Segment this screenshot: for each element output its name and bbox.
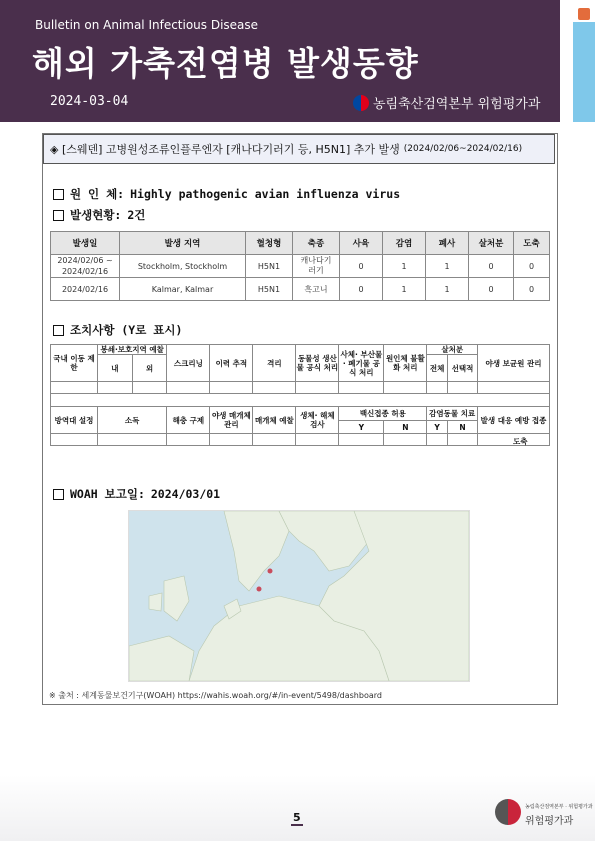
measure-inactivation: 원인체 불활화 처리	[384, 345, 427, 382]
bookmark-icon	[578, 8, 590, 20]
measure-zone-in: 내	[98, 355, 133, 382]
measure-zoning: 방역대 설정	[51, 407, 98, 434]
status-section	[53, 207, 145, 223]
footer-logo-icon	[495, 799, 521, 825]
measure-value	[210, 382, 253, 394]
measure-culling-selective: 선택적	[447, 355, 477, 382]
col-header: 도축	[514, 232, 550, 255]
measure-value	[167, 382, 210, 394]
measure-value	[427, 382, 448, 394]
government-emblem-icon	[353, 95, 369, 111]
cell-slaughtered: 0	[514, 278, 550, 301]
cell-date: 2024/02/16	[51, 278, 120, 301]
cell-susceptible: 0	[340, 278, 383, 301]
status-label: 발생현황:	[70, 208, 122, 222]
col-header: 혈청형	[246, 232, 293, 255]
header-separator	[560, 0, 573, 122]
measure-value	[447, 434, 477, 446]
organization	[353, 93, 540, 112]
cell-cases: 1	[383, 255, 426, 278]
cell-culled: 0	[469, 255, 514, 278]
treatment-y: Y	[427, 421, 448, 434]
page-number: 5	[293, 811, 301, 824]
agent-section	[53, 186, 400, 202]
measure-official-disposal: 동물성 생산물 공식 처리	[296, 345, 339, 382]
status-value: 2건	[127, 208, 146, 222]
measure-value	[427, 434, 448, 446]
cell-date: 2024/02/06 ~ 2024/02/16	[51, 255, 120, 278]
outbreak-table	[50, 231, 550, 301]
checkbox-icon	[53, 325, 64, 336]
measure-value	[167, 434, 210, 446]
measures-section	[53, 322, 182, 338]
measure-wild-vector: 야생 매개체 관리	[210, 407, 253, 434]
measure-screening: 스크리닝	[167, 345, 210, 382]
cell-region: Stockholm, Stockholm	[120, 255, 246, 278]
measure-value	[210, 434, 253, 446]
source-note: ※ 출처 : 세계동물보건기구(WOAH) https://wahis.woah.org/#/in-event/5498/dashboard	[49, 691, 382, 700]
woah-date: 2024/03/01	[150, 487, 221, 501]
col-header: 발생일	[51, 232, 120, 255]
checkbox-icon	[53, 489, 64, 500]
measure-zone-surveillance: 봉쇄·보호지역 예찰	[98, 345, 167, 355]
measures-label: 조치사항 (Y로 표시)	[70, 323, 183, 337]
cell-serotype: H5N1	[246, 278, 293, 301]
measure-culling: 살처분	[427, 345, 478, 355]
col-header: 사육	[340, 232, 383, 255]
page-title: 해외 가축전염병 발생동향	[32, 44, 419, 83]
footer-logo-text: 위험평가과	[525, 816, 574, 827]
measure-quarantine: 격리	[253, 345, 296, 382]
cell-species: 흑고니	[293, 278, 340, 301]
outbreak-map	[128, 510, 470, 682]
measure-value	[384, 434, 427, 446]
outbreak-header-row	[51, 232, 550, 255]
measure-domestic-restriction: 국내 이동 제한	[51, 345, 98, 382]
measure-value	[339, 434, 384, 446]
measure-value	[296, 382, 339, 394]
checkbox-icon	[53, 210, 64, 221]
treatment-n: N	[447, 421, 477, 434]
footer-logo-caption: 농림축산검역본부 · 위험평가과	[525, 804, 593, 810]
measure-post-outbreak-vaccination: 발생 대응 예방 접종	[478, 407, 550, 434]
report-box	[42, 133, 558, 705]
table-spacer	[51, 394, 550, 407]
agent-label: 원 인 체:	[70, 187, 125, 201]
vaccination-y: Y	[339, 421, 384, 434]
measure-culling-total: 전체	[427, 355, 448, 382]
measure-traceability: 이력 추적	[210, 345, 253, 382]
measure-vector-surveillance: 매개체 예찰	[253, 407, 296, 434]
col-header: 폐사	[426, 232, 469, 255]
vaccination-n: N	[384, 421, 427, 434]
outbreak-marker	[268, 569, 273, 574]
cell-slaughtered: 0	[514, 255, 550, 278]
issue-date: 2024-03-04	[50, 94, 129, 109]
cell-species: 캐나다기러기	[293, 255, 340, 278]
cell-culled: 0	[469, 278, 514, 301]
measure-value	[98, 382, 133, 394]
measure-zone-out: 외	[132, 355, 167, 382]
checkbox-icon	[53, 189, 64, 200]
europe-map-image	[129, 511, 469, 681]
col-header: 살처분	[469, 232, 514, 255]
bulletin-label: Bulletin on Animal Infectious Disease	[35, 18, 259, 32]
slaughter-header: 도축	[513, 437, 528, 446]
measure-value	[253, 434, 296, 446]
measure-value	[253, 382, 296, 394]
cell-deaths: 1	[426, 278, 469, 301]
cell-susceptible: 0	[340, 255, 383, 278]
measure-value	[296, 434, 339, 446]
measure-ante-post-mortem: 생체· 해체 검사	[296, 407, 339, 434]
measures-table	[50, 344, 550, 446]
cell-serotype: H5N1	[246, 255, 293, 278]
table-row	[51, 255, 550, 278]
measure-wildlife-reservoir: 야생 보균원 관리	[478, 345, 550, 382]
agent-value: Highly pathogenic avian influenza virus	[130, 187, 401, 201]
col-header: 감염	[383, 232, 426, 255]
report-title	[43, 134, 555, 164]
table-row	[51, 278, 550, 301]
col-header: 축종	[293, 232, 340, 255]
measure-value	[478, 382, 550, 394]
measure-value	[132, 382, 167, 394]
col-header: 발생 지역	[120, 232, 246, 255]
measure-carcass-disposal: 사체· 부산물· 폐기물 공식 처리	[339, 345, 384, 382]
measure-value	[98, 434, 167, 446]
measure-value	[447, 382, 477, 394]
measure-treatment: 감염동물 치료	[427, 407, 478, 421]
report-title-dates: (2024/02/06~2024/02/16)	[403, 144, 523, 154]
cell-cases: 1	[383, 278, 426, 301]
outbreak-marker	[257, 587, 262, 592]
diamond-icon: ◈	[50, 142, 62, 156]
measure-value	[384, 382, 427, 394]
measure-value	[339, 382, 384, 394]
report-title-text: [스웨덴] 고병원성조류인플루엔자 [캐나다기러기 등, H5N1] 추가 발생	[61, 143, 400, 156]
measure-pest-control: 해충 구제	[167, 407, 210, 434]
cell-region: Kalmar, Kalmar	[120, 278, 246, 301]
woah-label: WOAH 보고일:	[70, 487, 145, 501]
measure-vaccination: 백신접종 허용	[339, 407, 427, 421]
organization-name: 농림축산검역본부 위험평가과	[373, 97, 541, 112]
measure-value	[51, 434, 98, 446]
cell-deaths: 1	[426, 255, 469, 278]
measure-value	[51, 382, 98, 394]
woah-section	[53, 486, 220, 502]
measure-disinfection: 소독	[98, 407, 167, 434]
